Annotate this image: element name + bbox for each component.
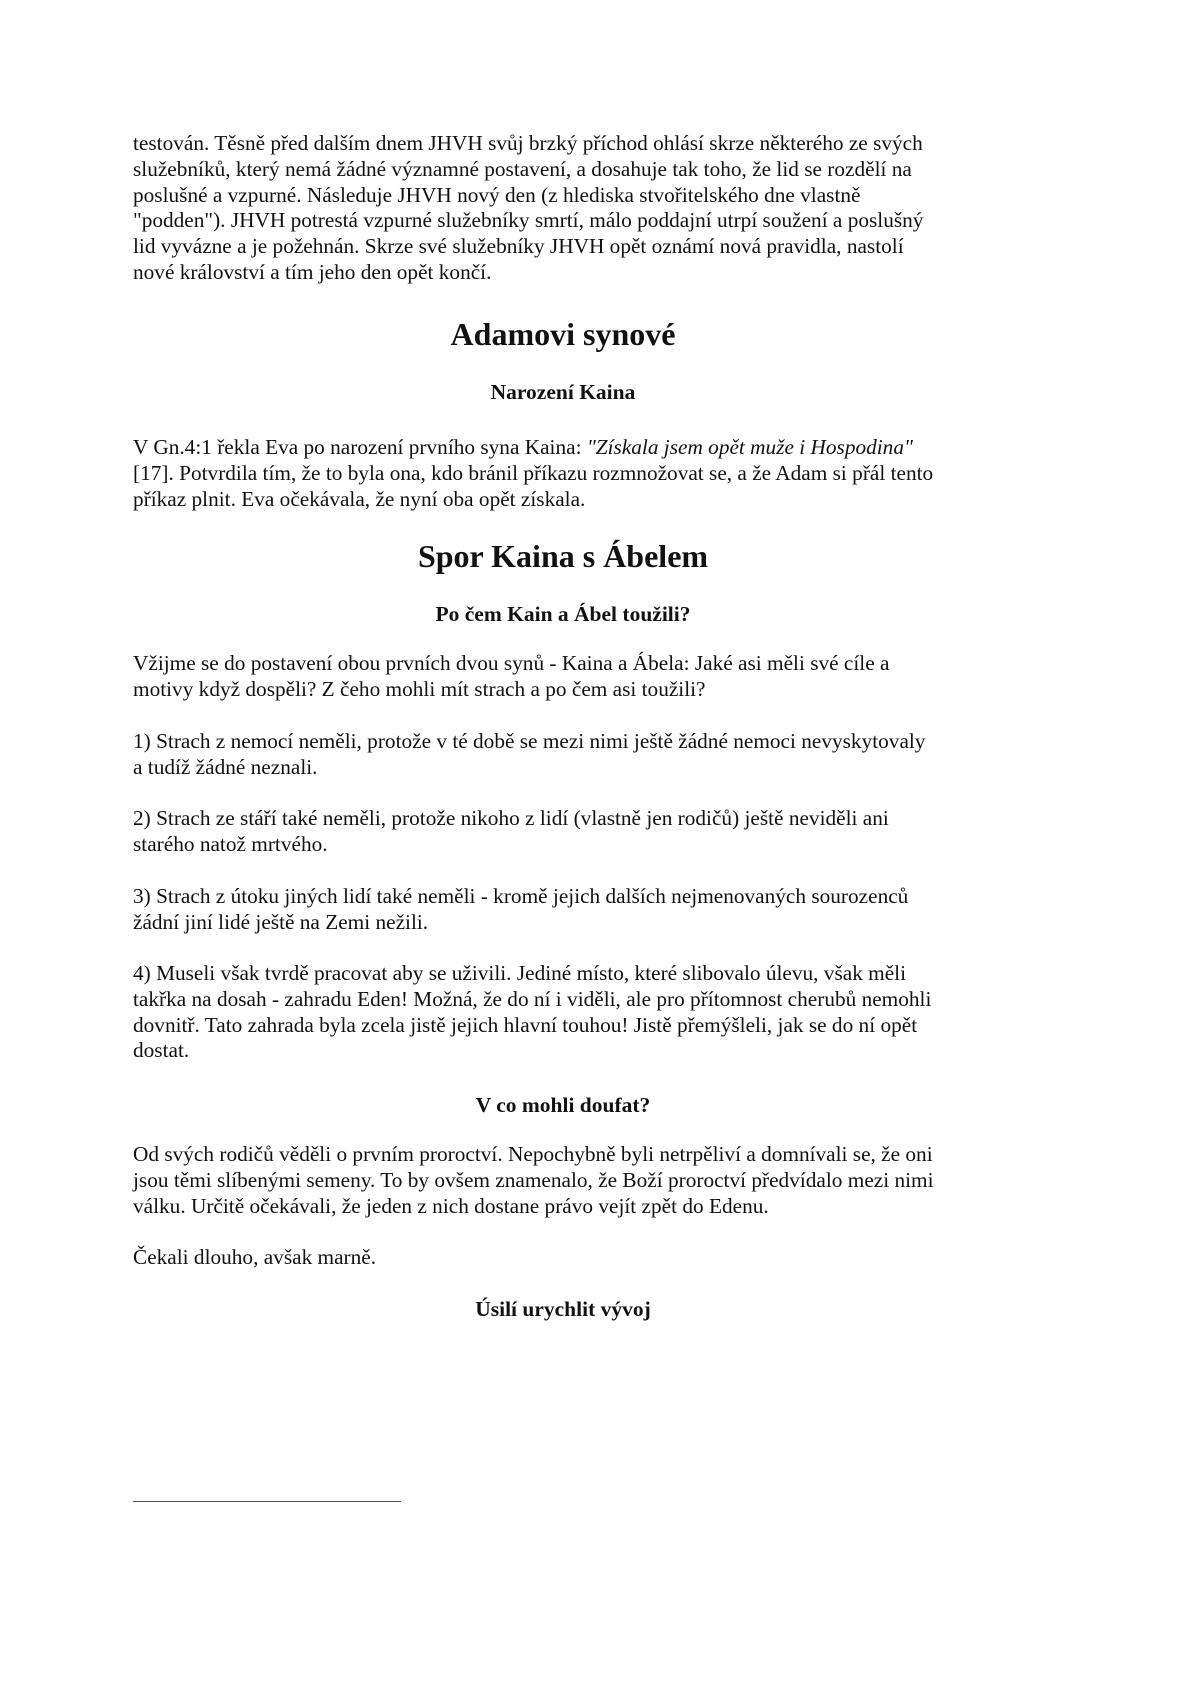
text-line: 4) Museli však tvrdě pracovat aby se uživili. Jediné místo, které slibovalo úlevu, však měli	[133, 961, 907, 985]
hope-paragraph	[133, 1142, 993, 1219]
text-line: válku. Určitě očekávali, že jeden z nich dostane právo vejít zpět do Edenu.	[133, 1193, 769, 1218]
text-line: starého natož mrtvého.	[133, 831, 328, 856]
intro-question-paragraph	[133, 651, 993, 703]
section-heading-adamovi-synove: Adamovi synové	[450, 316, 676, 352]
subheading-usili-urychlit-vyvoj: Úsilí urychlit vývoj	[475, 1297, 651, 1321]
footnote-separator	[133, 1501, 401, 1502]
intro-paragraph	[133, 131, 993, 286]
subheading-po-cem-toužili: Po čem Kain a Ábel toužili?	[435, 602, 691, 626]
text-line: nové království a tím jeho den opět končí.	[133, 259, 492, 284]
text-line: poslušné a vzpurné. Následuje JHVH nový den (z hlediska stvořitelského dne vlastně	[133, 182, 861, 207]
bible-quote: "Získala jsem opět muže i Hospodina"	[586, 435, 913, 459]
text-line: [17]. Potvrdila tím, že to byla ona, kdo bránil příkazu rozmnožovat se, a že Adam si přál tento	[133, 460, 934, 485]
section-heading-spor-kaina-s-abelem: Spor Kaina s Ábelem	[417, 538, 709, 574]
text-line: motivy když dospěli? Z čeho mohli mít strach a po čem asi toužili?	[133, 676, 706, 701]
waited-paragraph	[133, 1245, 993, 1271]
text-line: služebníků, který nemá žádné významné postavení, a dosahuje tak toho, že lid se rozdělí na	[133, 156, 912, 181]
text-line: 1) Strach z nemocí neměli, protože v té době se mezi nimi ještě žádné nemoci nevyskytovaly	[133, 729, 926, 753]
text-span: V Gn.4:1 řekla Eva po narození prvního syna Kaina:	[133, 435, 587, 459]
point-4-paragraph	[133, 961, 993, 1064]
text-line: příkaz plnit. Eva očekávala, že nyní oba opět získala.	[133, 486, 586, 511]
text-line: lid vyvázne a je požehnán. Skrze své služebníky JHVH opět oznámí nová pravidla, nastolí	[133, 234, 904, 259]
text-line	[133, 435, 993, 461]
text-line: testován. Těsně před dalším dnem JHVH svůj brzký příchod ohlásí skrze některého ze svých	[133, 131, 923, 155]
point-2-paragraph	[133, 806, 993, 858]
text-line: Od svých rodičů věděli o prvním proroctví. Nepochybně byli netrpěliví a domnívali se, že oni	[133, 1142, 933, 1166]
text-line: dovnitř. Tato zahrada byla zcela jistě jejich hlavní touhou! Jistě přemýšleli, jak se do ní opět	[133, 1012, 918, 1037]
point-3-paragraph	[133, 884, 993, 936]
text-line: jsou těmi slíbenými semeny. To by ovšem znamenalo, že Boží proroctví předvídalo mezi nimi	[133, 1167, 934, 1192]
text-line: "podden"). JHVH potrestá vzpurné služebníky smrtí, málo poddajní utrpí soužení a poslušný	[133, 208, 924, 233]
subheading-narozeni-kaina: Narození Kaina	[490, 380, 636, 404]
text-line: žádní jiní lidé ještě na Zemi nežili.	[133, 909, 429, 934]
narozeni-kaina-paragraph	[133, 435, 993, 512]
text-line: 3) Strach z útoku jiných lidí také neměli - kromě jejich dalších nejmenovaných sourozenců	[133, 884, 909, 908]
text-line: takřka na dosah - zahradu Eden! Možná, že do ní i viděli, ale pro přítomnost cherubů nemohli	[133, 986, 932, 1011]
text-line: Vžijme se do postavení obou prvních dvou synů - Kaina a Ábela: Jaké asi měli své cíle a	[133, 651, 890, 675]
subheading-v-co-mohli-doufat: V co mohli doufat?	[475, 1093, 651, 1117]
text-line: 2) Strach ze stáří také neměli, protože nikoho z lidí (vlastně jen rodičů) ještě neviděli ani	[133, 806, 889, 830]
text-line: Čekali dlouho, avšak marně.	[133, 1245, 377, 1269]
text-line: a tudíž žádné neznali.	[133, 754, 318, 779]
text-line: dostat.	[133, 1038, 190, 1063]
point-1-paragraph	[133, 729, 993, 781]
